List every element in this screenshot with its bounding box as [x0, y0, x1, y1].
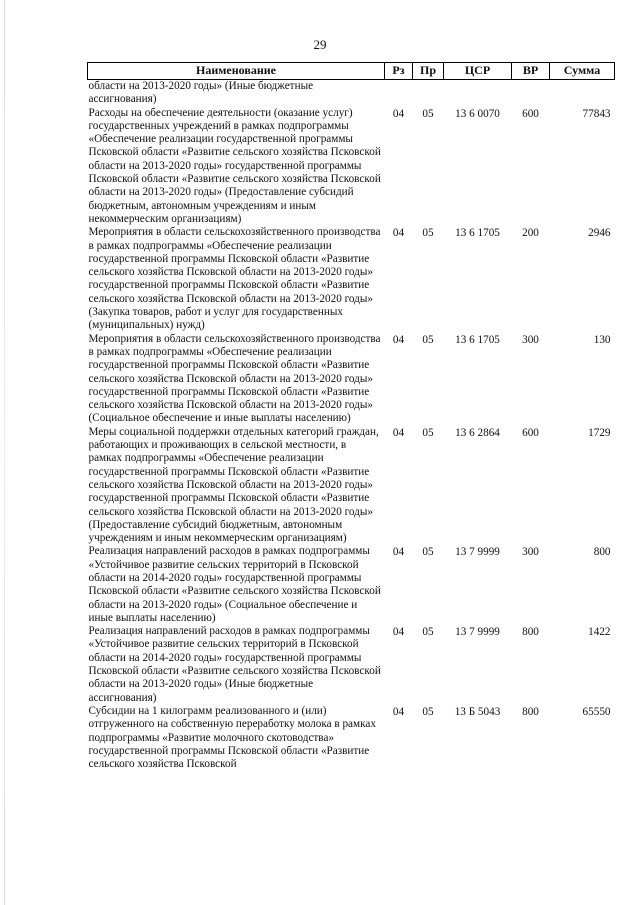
row-pr: [413, 80, 444, 107]
row-rz: 04: [392, 426, 405, 439]
row-rz: 04: [392, 227, 405, 240]
row-vr: [512, 80, 550, 107]
row-pr: 05: [422, 333, 434, 346]
row-csr: 13 Б 5043: [454, 705, 501, 718]
row-sum: 1422: [588, 626, 611, 639]
table-header-row: [88, 63, 615, 80]
row-csr: 13 6 1705: [455, 333, 500, 346]
row-rz: 04: [392, 705, 405, 718]
row-csr: 13 6 1705: [455, 227, 500, 240]
row-sum: 77843: [582, 107, 611, 120]
row-sum: [550, 80, 615, 107]
row-vr: 800: [522, 626, 539, 639]
page-number: 29: [313, 37, 327, 52]
row-name: Реализация направлений расходов в рамках подпрограммы «Устойчивое развитие сельских территорий в Псковской области на 2014-2020 годы» государственной программы Псковской области «Развитие сельского хозяйства Псковской области на 2013-2020 годы» (Иные бюджетные ассигнования): [88, 625, 381, 704]
row-csr: [444, 80, 512, 107]
row-name: Реализация направлений расходов в рамках подпрограммы «Устойчивое развитие сельских территорий в Псковской области на 2014-2020 годы» государственной программы Псковской области «Развитие сельского хозяйства Псковской области на 2013-2020 годы» (Социальное обеспечение и иные выплаты населению): [88, 545, 381, 624]
row-name: Мероприятия в области сельскохозяйственного производства в рамках подпрограммы «Обеспечение реализации государственной программы Псковской области «Развитие сельского хозяйства Псковской области на 2013-2020 годы» государственной программы Псковской области «Развитие сельского хозяйства Псковской области на 2013-2020 годы» (Социальное обеспечение и иные выплаты населению): [88, 332, 381, 425]
row-name: Мероприятия в области сельскохозяйственного производства в рамках подпрограммы «Обеспечение реализации государственной программы Псковской области «Развитие сельского хозяйства Псковской области на 2013-2020 годы» государственной программы Псковской области «Развитие сельского хозяйства Псковской области на 2013-2020 годы» (Закупка товаров, работ и услуг для государственных (муниципальных) нужд): [88, 226, 381, 332]
row-rz: 04: [392, 107, 405, 120]
row-csr: 13 6 2864: [455, 426, 500, 439]
header-rz: Рз: [385, 63, 413, 80]
table-row: [88, 226, 615, 332]
row-csr: 13 7 9999: [455, 546, 500, 559]
header-sum: Сумма: [550, 63, 615, 80]
table-row: [88, 107, 615, 227]
row-pr: 05: [422, 426, 434, 439]
header-pr: Пр: [413, 63, 444, 80]
row-vr: 300: [522, 546, 539, 559]
row-pr: 05: [422, 546, 434, 559]
table-row: [88, 545, 615, 625]
row-pr: 05: [422, 705, 434, 718]
header-vr: ВР: [512, 63, 550, 80]
row-vr: 800: [522, 705, 539, 718]
row-sum: 800: [593, 546, 611, 559]
row-rz: 04: [392, 546, 405, 559]
row-pr: 05: [422, 227, 434, 240]
row-name: Расходы на обеспечение деятельности (оказание услуг) государственных учреждений в рамках подпрограммы «Обеспечение реализации государственной программы Псковской области «Развитие сельского хозяйства Псковской области на 2013-2020 годы» государственной программы Псковской области «Развитие сельского хозяйства Псковской области на 2013-2020 годы» (Предоставление субсидий бюджетным, автономным учреждениям и иным некоммерческим организациям): [88, 106, 381, 225]
row-name: Субсидии на 1 килограмм реализованного и (или) отгруженного на собственную переработку молока в рамках подпрограммы «Развитие молочного скотоводства» государственной программы Псковской области «Развитие сельского хозяйства Псковской: [88, 704, 376, 771]
row-sum: 65550: [582, 705, 611, 718]
row-csr: 13 7 9999: [455, 626, 500, 639]
row-vr: 200: [522, 227, 539, 240]
row-csr: 13 6 0070: [455, 107, 500, 120]
table-row: [88, 705, 615, 771]
row-name: области на 2013-2020 годы» (Иные бюджетные ассигнования): [88, 80, 314, 106]
row-vr: 600: [522, 426, 539, 439]
row-vr: 300: [522, 333, 539, 346]
header-name: Наименование: [88, 63, 385, 80]
row-sum: 2946: [588, 227, 611, 240]
row-pr: 05: [422, 626, 434, 639]
row-vr: 600: [522, 107, 539, 120]
row-rz: [385, 80, 413, 107]
table-row: [88, 333, 615, 426]
scan-edge-shadow: [4, 0, 5, 905]
row-name: Меры социальной поддержки отдельных категорий граждан, работающих и проживающих в сельской местности, в рамках подпрограммы «Обеспечение реализации государственной программы Псковской области «Развитие сельского хозяйства Псковской области на 2013-2020 годы» государственной программы Псковской области «Развитие сельского хозяйства Псковской области на 2013-2020 годы» (Предоставление субсидий бюджетным, автономным учреждениям и иным некоммерческим организациям): [88, 425, 379, 545]
row-sum: 130: [593, 333, 611, 346]
header-csr: ЦСР: [444, 63, 512, 80]
budget-table: [87, 62, 615, 771]
row-sum: 1729: [588, 426, 611, 439]
row-rz: 04: [392, 333, 405, 346]
row-pr: 05: [422, 107, 434, 120]
row-rz: 04: [392, 626, 405, 639]
table-row: [88, 80, 615, 107]
table-row: [88, 625, 615, 705]
table-row: [88, 426, 615, 546]
